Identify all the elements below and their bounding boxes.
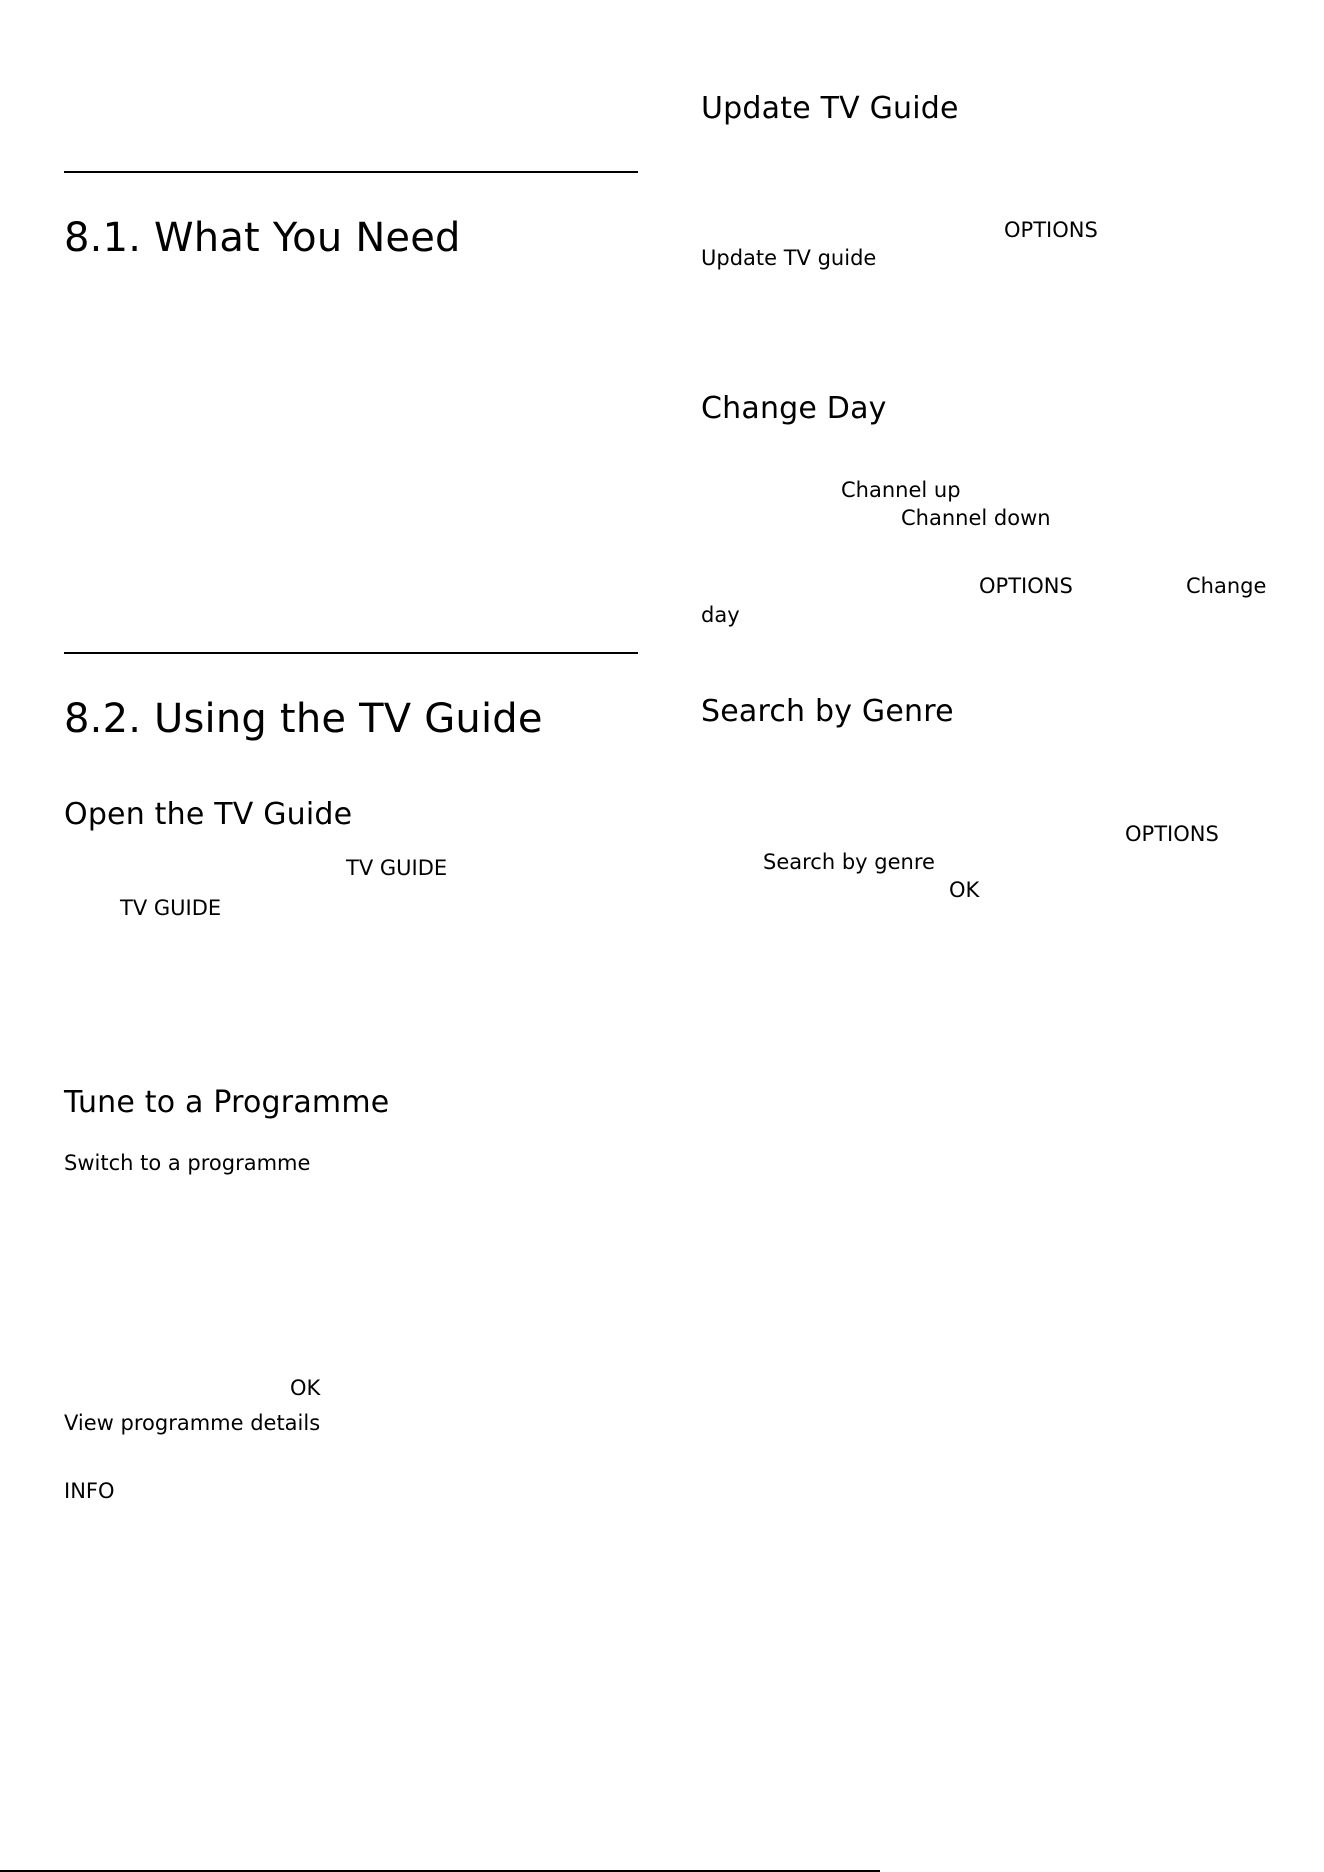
key-options-genre: OPTIONS [1125,822,1219,846]
divider-8-1 [64,171,638,173]
subheading-switch-programme: Switch to a programme [64,1151,311,1175]
menu-item-change-day-part1: Change [1186,574,1267,598]
subsection-tune-programme: Tune to a Programme [64,1085,390,1120]
key-ok-genre: OK [949,878,980,902]
key-ok: OK [290,1376,321,1400]
subsection-open-tv-guide: Open the TV Guide [64,797,353,832]
key-options-change-day: OPTIONS [979,574,1073,598]
subsection-change-day: Change Day [701,391,887,426]
subheading-view-details: View programme details [64,1411,321,1435]
section-title-8-2: 8.2. Using the TV Guide [64,696,543,742]
section-title-8-1: 8.1. What You Need [64,215,461,261]
menu-item-change-day-part2: day [701,603,740,627]
key-tv-guide-1: TV GUIDE [346,856,448,880]
key-channel-down: Channel down [901,506,1051,530]
key-tv-guide-2: TV GUIDE [120,896,222,920]
menu-item-update-tv-guide: Update TV guide [701,246,877,270]
subsection-update-tv-guide: Update TV Guide [701,91,959,126]
menu-item-search-by-genre: Search by genre [763,850,935,874]
key-options-update: OPTIONS [1004,218,1098,242]
key-info: INFO [64,1479,115,1503]
key-channel-up: Channel up [841,478,961,502]
divider-8-2 [64,652,638,654]
subsection-search-by-genre: Search by Genre [701,694,954,729]
